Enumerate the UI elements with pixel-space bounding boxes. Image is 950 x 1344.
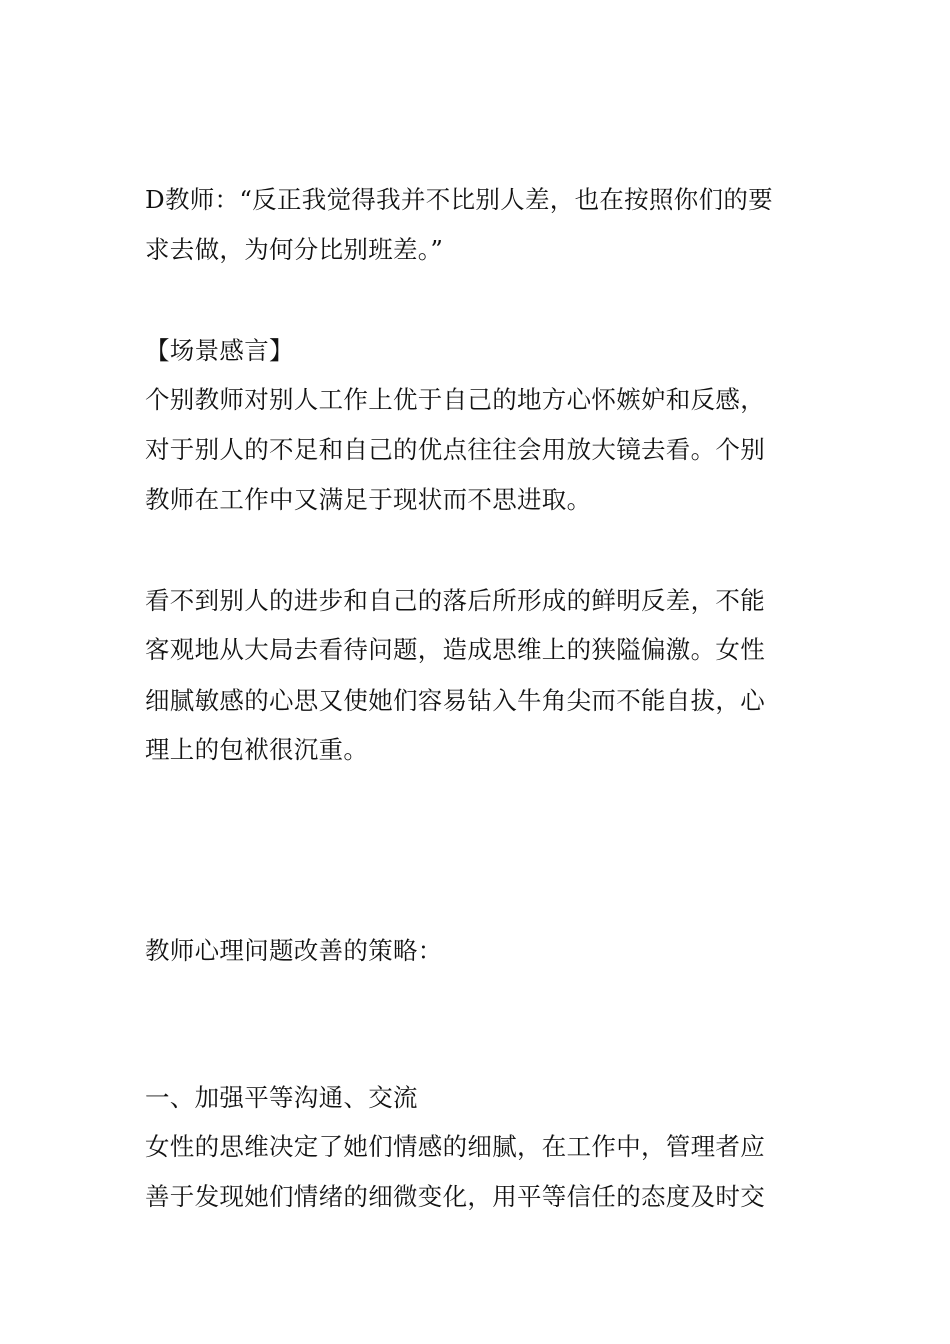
reflection-p1-line-2: 对于别人的不足和自己的优点往往会用放大镜去看。个别 — [145, 435, 765, 464]
reflection-p2-line-2: 客观地从大局去看待问题，造成思维上的狭隘偏激。女性 — [145, 635, 765, 664]
reflection-p1-line-1: 个别教师对别人工作上优于自己的地方心怀嫉妒和反感， — [145, 385, 765, 414]
reflection-heading: 【场景感言】 — [145, 336, 294, 365]
reflection-p2-line-4: 理上的包袱很沉重。 — [145, 735, 369, 764]
reflection-p2-line-3: 细腻敏感的心思又使她们容易钻入牛角尖而不能自拔，心 — [145, 686, 765, 715]
dialogue-line-2: 求去做，为何分比别班差。” — [145, 235, 444, 264]
strategy-title: 教师心理问题改善的策略： — [145, 936, 443, 965]
reflection-p1-line-3: 教师在工作中又满足于现状而不思进取。 — [145, 485, 592, 514]
strategy-section-1-line-2: 善于发现她们情绪的细微变化，用平等信任的态度及时交 — [145, 1182, 765, 1211]
strategy-section-1-heading: 一、加强平等沟通、交流 — [145, 1083, 418, 1112]
reflection-p2-line-1: 看不到别人的进步和自己的落后所形成的鲜明反差，不能 — [145, 586, 765, 615]
strategy-section-1-line-1: 女性的思维决定了她们情感的细腻，在工作中，管理者应 — [145, 1132, 765, 1161]
dialogue-line-1: D教师：“反正我觉得我并不比别人差，也在按照你们的要 — [145, 185, 773, 214]
